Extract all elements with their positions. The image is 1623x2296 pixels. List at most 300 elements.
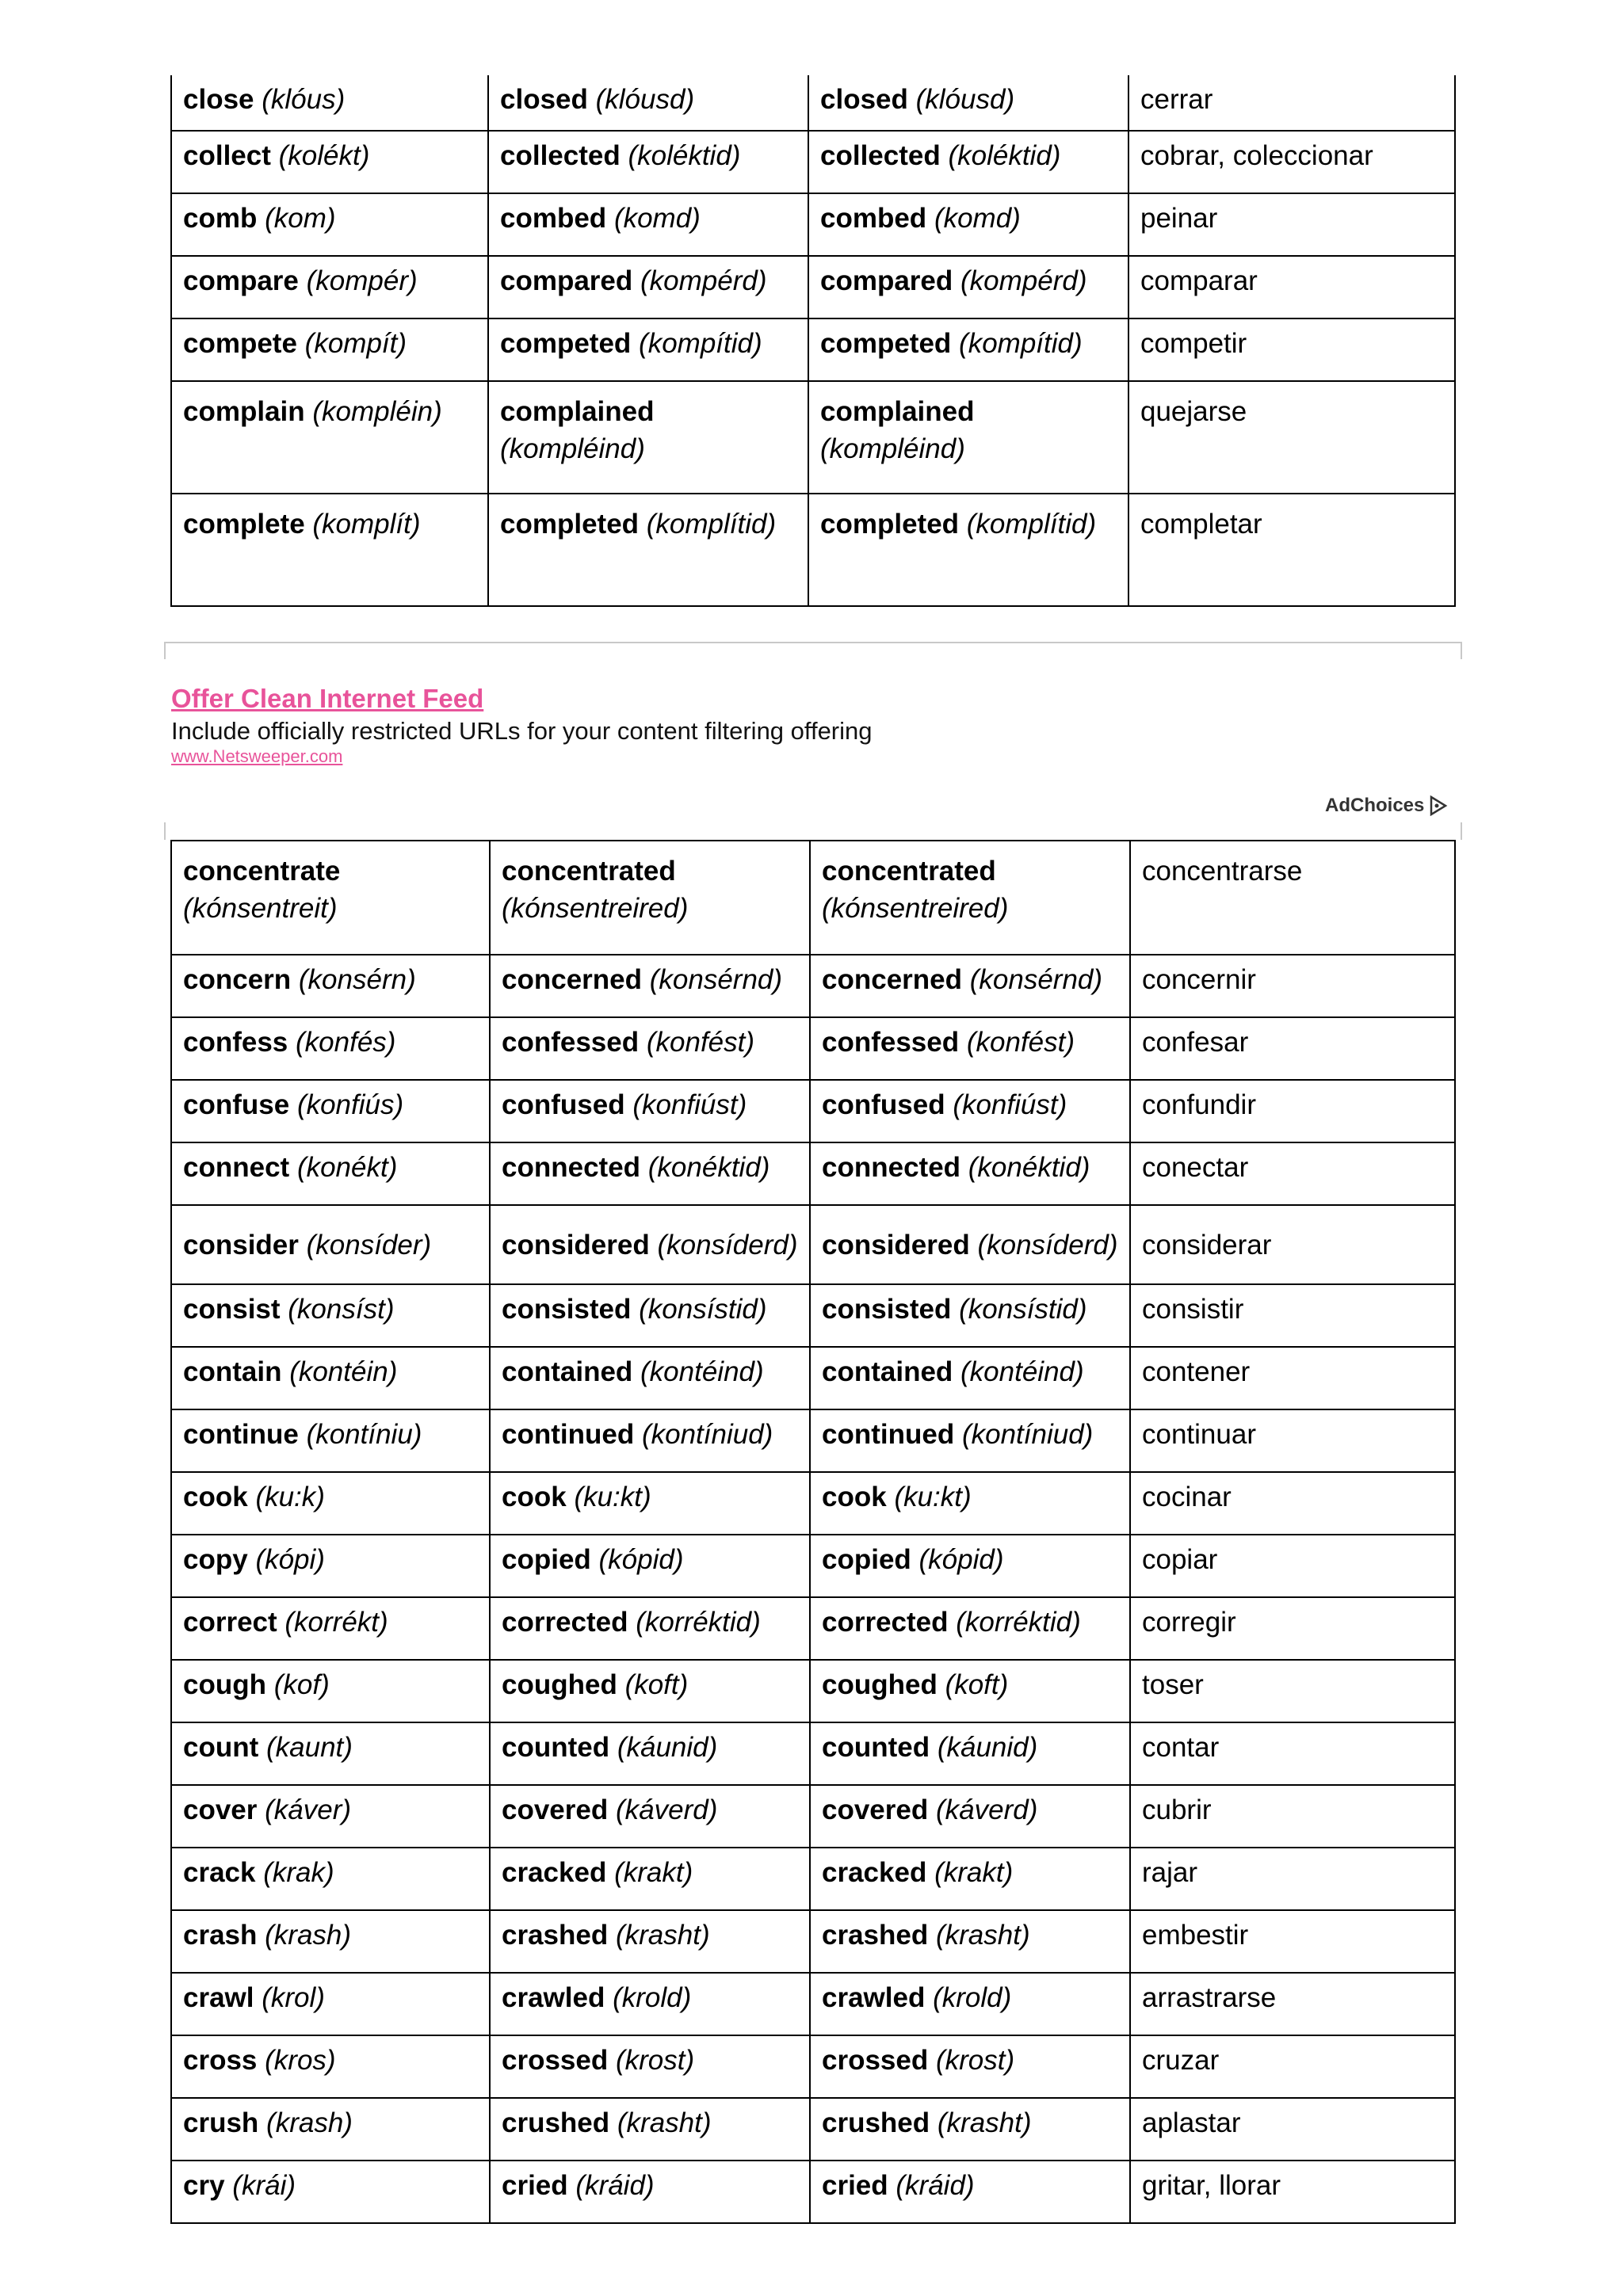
verb-word: complete — [183, 509, 305, 540]
cell-spanish — [1130, 1535, 1455, 1597]
verb-word: collect — [183, 140, 271, 171]
pronunciation: (kompérd) — [640, 265, 767, 296]
verb-word: crashed — [502, 1920, 609, 1951]
spanish-translation: gritar, llorar — [1142, 2170, 1281, 2201]
cell-participle — [810, 955, 1130, 1017]
verb-word: confess — [183, 1027, 288, 1058]
pronunciation: (konfés) — [296, 1027, 396, 1058]
pronunciation: (konfést) — [966, 1027, 1075, 1058]
verb-word: consider — [183, 1229, 299, 1261]
cell-past — [490, 1017, 810, 1080]
pronunciation: (kónsentreit) — [183, 893, 338, 924]
verb-word: counted — [822, 1732, 930, 1763]
pronunciation: (kópid) — [918, 1544, 1004, 1575]
cell-participle — [810, 1347, 1130, 1409]
cell-past — [488, 494, 808, 606]
verb-word: count — [183, 1732, 259, 1763]
table-row — [171, 256, 1455, 318]
pronunciation: (kompítid) — [959, 328, 1083, 359]
verb-word: coughed — [822, 1669, 938, 1700]
cell-base — [171, 2098, 490, 2161]
cell-past — [488, 256, 808, 318]
pronunciation: (konsíder) — [306, 1229, 432, 1261]
cell-spanish — [1130, 2098, 1455, 2161]
cell-participle — [810, 841, 1130, 955]
pronunciation: (koléktid) — [628, 140, 741, 171]
spanish-translation: quejarse — [1140, 396, 1247, 427]
verb-word: combed — [500, 203, 607, 234]
pronunciation: (krasht) — [615, 1920, 710, 1951]
verb-word: connected — [822, 1152, 961, 1183]
cell-spanish — [1128, 256, 1455, 318]
adchoices-label: AdChoices — [1325, 795, 1425, 816]
pronunciation: (kros) — [265, 2045, 336, 2076]
cell-past — [490, 1910, 810, 1973]
verb-word: closed — [500, 84, 588, 115]
cell-spanish — [1130, 2161, 1455, 2223]
pronunciation: (kompítid) — [639, 328, 762, 359]
pronunciation: (koléktid) — [948, 140, 1061, 171]
verb-word: cracked — [502, 1857, 607, 1888]
spanish-translation: arrastrarse — [1142, 1982, 1277, 2013]
verb-word: crawled — [822, 1982, 926, 2013]
table-row — [171, 1785, 1455, 1848]
pronunciation: (kom) — [265, 203, 336, 234]
cell-past — [490, 1722, 810, 1785]
pronunciation: (konsíderd) — [657, 1229, 798, 1261]
table-row — [171, 2035, 1455, 2098]
table-row — [171, 2098, 1455, 2161]
cell-spanish — [1130, 1017, 1455, 1080]
table-row — [171, 841, 1455, 955]
verb-word: concerned — [502, 964, 642, 995]
pronunciation: (korréktid) — [636, 1607, 761, 1638]
cell-spanish — [1128, 381, 1455, 494]
cell-spanish — [1130, 1347, 1455, 1409]
pronunciation: (kompér) — [306, 265, 418, 296]
cell-participle — [810, 1910, 1130, 1973]
verb-word: covered — [502, 1794, 609, 1825]
verb-word: consisted — [822, 1294, 952, 1325]
verb-word: consisted — [502, 1294, 632, 1325]
table-row — [171, 1722, 1455, 1785]
ad-url-link[interactable]: www.Netsweeper.com — [171, 746, 343, 766]
cell-past — [490, 1080, 810, 1142]
table-row — [171, 1472, 1455, 1535]
cell-past — [490, 2098, 810, 2161]
cell-base — [171, 1722, 490, 1785]
cell-participle — [810, 1409, 1130, 1472]
cell-past — [490, 2161, 810, 2223]
verb-word: competed — [500, 328, 632, 359]
verb-word: comb — [183, 203, 265, 234]
cell-participle — [808, 381, 1128, 494]
verb-word: cook — [502, 1482, 567, 1512]
pronunciation: (konsérn) — [298, 964, 416, 995]
pronunciation: (kompérd) — [960, 265, 1087, 296]
verb-word: concerned — [822, 964, 962, 995]
cell-participle — [810, 2035, 1130, 2098]
cell-base — [171, 1535, 490, 1597]
cell-base — [171, 1347, 490, 1409]
pronunciation: (ku:kt) — [574, 1482, 651, 1512]
pronunciation: (konfiús) — [296, 1089, 404, 1120]
pronunciation: (krold) — [613, 1982, 692, 2013]
verb-word: completed — [500, 509, 640, 540]
cell-base — [171, 841, 490, 955]
pronunciation: (kontíniud) — [961, 1419, 1094, 1450]
verb-word: crashed — [822, 1920, 929, 1951]
pronunciation: (konfiúst) — [632, 1089, 747, 1120]
cell-participle — [810, 2098, 1130, 2161]
pronunciation: (konsérnd) — [649, 964, 783, 995]
pronunciation: (krakt) — [934, 1857, 1014, 1888]
cell-past — [490, 1205, 810, 1284]
cell-base — [171, 131, 488, 193]
cell-base — [171, 1080, 490, 1142]
pronunciation: (kónsentreired) — [822, 893, 1009, 924]
verb-word: consist — [183, 1294, 281, 1325]
cell-base — [171, 1848, 490, 1910]
cell-spanish — [1130, 1142, 1455, 1205]
verb-word: concentrated — [502, 856, 676, 887]
cell-past — [488, 381, 808, 494]
cell-participle — [810, 1848, 1130, 1910]
verb-word: crossed — [822, 2045, 929, 2076]
cell-participle — [810, 1597, 1130, 1660]
pronunciation: (krash) — [265, 1920, 352, 1951]
verb-word: compare — [183, 265, 299, 296]
cell-past — [490, 1660, 810, 1722]
verb-word: counted — [502, 1732, 610, 1763]
verb-word: crossed — [502, 2045, 609, 2076]
cell-participle — [808, 75, 1128, 131]
cell-spanish — [1130, 1910, 1455, 1973]
pronunciation: (kontíniud) — [641, 1419, 773, 1450]
cell-spanish — [1130, 1205, 1455, 1284]
pronunciation: (káverd) — [935, 1794, 1038, 1825]
pronunciation: (krash) — [266, 2107, 353, 2138]
table-row — [171, 1535, 1455, 1597]
spanish-translation: concentrarse — [1142, 856, 1303, 887]
pronunciation: (káunid) — [937, 1732, 1038, 1763]
cell-past — [490, 1142, 810, 1205]
cell-spanish — [1130, 1973, 1455, 2035]
pronunciation: (konékt) — [296, 1152, 398, 1183]
cell-spanish — [1128, 131, 1455, 193]
ad-title-link[interactable]: Offer Clean Internet Feed — [171, 684, 484, 713]
pronunciation: (krol) — [262, 1982, 325, 2013]
cell-participle — [808, 131, 1128, 193]
cell-past — [490, 1409, 810, 1472]
cell-spanish — [1128, 318, 1455, 381]
cell-spanish — [1128, 75, 1455, 131]
spanish-translation: contar — [1142, 1732, 1220, 1763]
verb-word: cracked — [822, 1857, 927, 1888]
pronunciation: (konsístid) — [639, 1294, 767, 1325]
cell-base — [171, 1660, 490, 1722]
cell-base — [171, 1142, 490, 1205]
table-row — [171, 1142, 1455, 1205]
spanish-translation: toser — [1142, 1669, 1204, 1700]
verb-word: collected — [820, 140, 941, 171]
spanish-translation: comparar — [1140, 265, 1258, 296]
verb-word: complained — [500, 396, 655, 427]
cell-base — [171, 256, 488, 318]
verb-word: compared — [500, 265, 633, 296]
cell-base — [171, 1973, 490, 2035]
pronunciation: (kontíniu) — [306, 1419, 422, 1450]
pronunciation: (konfiúst) — [953, 1089, 1067, 1120]
pronunciation: (kontéind) — [640, 1356, 764, 1387]
spanish-translation: completar — [1140, 509, 1262, 540]
cell-past — [490, 1848, 810, 1910]
cell-participle — [810, 1660, 1130, 1722]
pronunciation: (konsíst) — [288, 1294, 395, 1325]
cell-spanish — [1130, 1660, 1455, 1722]
cell-participle — [810, 1785, 1130, 1848]
spanish-translation: consistir — [1142, 1294, 1244, 1325]
table-row — [171, 1080, 1455, 1142]
pronunciation: (kópid) — [598, 1544, 684, 1575]
cell-base — [171, 1409, 490, 1472]
cell-spanish — [1130, 1722, 1455, 1785]
verb-word: connect — [183, 1152, 290, 1183]
table-row — [171, 193, 1455, 256]
pronunciation: (krasht) — [935, 1920, 1030, 1951]
cell-participle — [808, 494, 1128, 606]
verb-word: completed — [820, 509, 960, 540]
cell-participle — [810, 1973, 1130, 2035]
table-row — [171, 955, 1455, 1017]
pronunciation: (koft) — [945, 1669, 1009, 1700]
spanish-translation: copiar — [1142, 1544, 1218, 1575]
spanish-translation: contener — [1142, 1356, 1251, 1387]
pronunciation: (konsíderd) — [977, 1229, 1118, 1261]
cell-participle — [810, 2161, 1130, 2223]
pronunciation: (kompít) — [304, 328, 407, 359]
pronunciation: (krái) — [232, 2170, 296, 2201]
cell-spanish — [1130, 2035, 1455, 2098]
spanish-translation: concernir — [1142, 964, 1256, 995]
pronunciation: (krasht) — [937, 2107, 1032, 2138]
table-row — [171, 494, 1455, 606]
cell-participle — [810, 1722, 1130, 1785]
table-row — [171, 1973, 1455, 2035]
pronunciation: (krasht) — [617, 2107, 712, 2138]
verb-word: cook — [822, 1482, 887, 1512]
pronunciation: (káverd) — [615, 1794, 718, 1825]
pronunciation: (kontéind) — [960, 1356, 1084, 1387]
spanish-translation: cobrar, coleccionar — [1140, 140, 1373, 171]
table-row — [171, 1205, 1455, 1284]
pronunciation: (kompléin) — [312, 396, 442, 427]
verb-word: cry — [183, 2170, 225, 2201]
table-row — [171, 1597, 1455, 1660]
cell-base — [171, 2035, 490, 2098]
verb-word: crawl — [183, 1982, 254, 2013]
verb-word: competed — [820, 328, 952, 359]
verb-word: complain — [183, 396, 305, 427]
cell-spanish — [1130, 841, 1455, 955]
cell-base — [171, 75, 488, 131]
verb-word: compared — [820, 265, 953, 296]
spanish-translation: competir — [1140, 328, 1247, 359]
verb-word: confuse — [183, 1089, 290, 1120]
table-row — [171, 1660, 1455, 1722]
table-row — [171, 1347, 1455, 1409]
pronunciation: (kompléind) — [820, 433, 965, 464]
cell-past — [490, 841, 810, 955]
cell-participle — [808, 256, 1128, 318]
spanish-translation: cruzar — [1142, 2045, 1220, 2076]
cell-base — [171, 1017, 490, 1080]
cell-base — [171, 1205, 490, 1284]
verb-word: connected — [502, 1152, 641, 1183]
cell-base — [171, 318, 488, 381]
cell-spanish — [1128, 494, 1455, 606]
pronunciation: (krold) — [933, 1982, 1012, 2013]
spanish-translation: confesar — [1142, 1027, 1249, 1058]
cell-base — [171, 494, 488, 606]
cell-spanish — [1130, 1472, 1455, 1535]
verb-word: copied — [822, 1544, 911, 1575]
table-row — [171, 1284, 1455, 1347]
verb-word: concern — [183, 964, 292, 995]
verb-word: corrected — [502, 1607, 628, 1638]
spanish-translation: rajar — [1142, 1857, 1198, 1888]
cell-participle — [808, 193, 1128, 256]
cell-past — [488, 131, 808, 193]
verb-word: complained — [820, 396, 975, 427]
cell-participle — [810, 1080, 1130, 1142]
pronunciation: (konfést) — [646, 1027, 755, 1058]
pronunciation: (klóus) — [262, 84, 346, 115]
cell-spanish — [1130, 1848, 1455, 1910]
pronunciation: (klóusd) — [915, 84, 1015, 115]
pronunciation: (krost) — [615, 2045, 695, 2076]
table-row — [171, 381, 1455, 494]
pronunciation: (kópi) — [255, 1544, 325, 1575]
verb-word: continue — [183, 1419, 299, 1450]
pronunciation: (komplítid) — [966, 509, 1097, 540]
verb-word: crushed — [502, 2107, 610, 2138]
cell-base — [171, 1910, 490, 1973]
verb-word: collected — [500, 140, 621, 171]
verb-word: cross — [183, 2045, 258, 2076]
cell-past — [490, 2035, 810, 2098]
pronunciation: (komd) — [934, 203, 1021, 234]
spanish-translation: considerar — [1142, 1229, 1272, 1261]
verb-word: cough — [183, 1669, 266, 1700]
pronunciation: (krakt) — [614, 1857, 693, 1888]
cell-past — [490, 955, 810, 1017]
pronunciation: (krost) — [935, 2045, 1015, 2076]
adchoices-button[interactable] — [1325, 794, 1448, 818]
spanish-translation: peinar — [1140, 203, 1218, 234]
cell-spanish — [1130, 1785, 1455, 1848]
pronunciation: (kontéin) — [289, 1356, 398, 1387]
pronunciation: (klóusd) — [595, 84, 695, 115]
verb-word: crash — [183, 1920, 258, 1951]
table-row — [171, 131, 1455, 193]
cell-past — [490, 1785, 810, 1848]
pronunciation: (káver) — [265, 1794, 352, 1825]
pronunciation: (ku:kt) — [894, 1482, 972, 1512]
table-row — [171, 75, 1455, 131]
pronunciation: (kaunt) — [266, 1732, 353, 1763]
pronunciation: (korrékt) — [285, 1607, 388, 1638]
pronunciation: (komplít) — [312, 509, 421, 540]
verb-word: coughed — [502, 1669, 617, 1700]
verb-table-bottom — [170, 840, 1456, 2224]
spanish-translation: confundir — [1142, 1089, 1256, 1120]
cell-spanish — [1130, 1284, 1455, 1347]
verb-word: cook — [183, 1482, 248, 1512]
pronunciation: (kof) — [273, 1669, 330, 1700]
spanish-translation: embestir — [1142, 1920, 1249, 1951]
verb-word: compete — [183, 328, 297, 359]
verb-word: copy — [183, 1544, 248, 1575]
verb-word: cried — [502, 2170, 568, 2201]
pronunciation: (komd) — [613, 203, 701, 234]
verb-word: closed — [820, 84, 908, 115]
spanish-translation: aplastar — [1142, 2107, 1241, 2138]
cell-base — [171, 1597, 490, 1660]
verb-word: concentrated — [822, 856, 996, 887]
cell-base — [171, 1472, 490, 1535]
verb-word: continued — [502, 1419, 635, 1450]
table-row — [171, 318, 1455, 381]
table-row — [171, 2161, 1455, 2223]
verb-word: cover — [183, 1794, 258, 1825]
verb-word: confused — [502, 1089, 625, 1120]
verb-word: considered — [822, 1229, 970, 1261]
verb-word: crushed — [822, 2107, 930, 2138]
cell-participle — [810, 1472, 1130, 1535]
verb-word: considered — [502, 1229, 650, 1261]
verb-word: crack — [183, 1857, 256, 1888]
cell-past — [490, 1535, 810, 1597]
cell-base — [171, 1284, 490, 1347]
cell-base — [171, 2161, 490, 2223]
cell-past — [488, 75, 808, 131]
pronunciation: (koft) — [624, 1669, 689, 1700]
table-row — [171, 1017, 1455, 1080]
spanish-translation: conectar — [1142, 1152, 1249, 1183]
pronunciation: (kráid) — [896, 2170, 975, 2201]
verb-word: covered — [822, 1794, 929, 1825]
verb-word: concentrate — [183, 856, 341, 887]
verb-table-top — [170, 75, 1456, 607]
cell-participle — [810, 1142, 1130, 1205]
pronunciation: (ku:k) — [255, 1482, 325, 1512]
cell-base — [171, 381, 488, 494]
pronunciation: (kráid) — [575, 2170, 655, 2201]
cell-base — [171, 193, 488, 256]
cell-base — [171, 955, 490, 1017]
cell-past — [490, 1597, 810, 1660]
verb-word: copied — [502, 1544, 591, 1575]
verb-word: confused — [822, 1089, 945, 1120]
verb-word: crawled — [502, 1982, 605, 2013]
cell-participle — [810, 1535, 1130, 1597]
verb-word: crush — [183, 2107, 259, 2138]
spanish-translation: cerrar — [1140, 84, 1213, 115]
pronunciation: (konéktid) — [647, 1152, 770, 1183]
pronunciation: (konsístid) — [959, 1294, 1087, 1325]
pronunciation: (konéktid) — [968, 1152, 1090, 1183]
